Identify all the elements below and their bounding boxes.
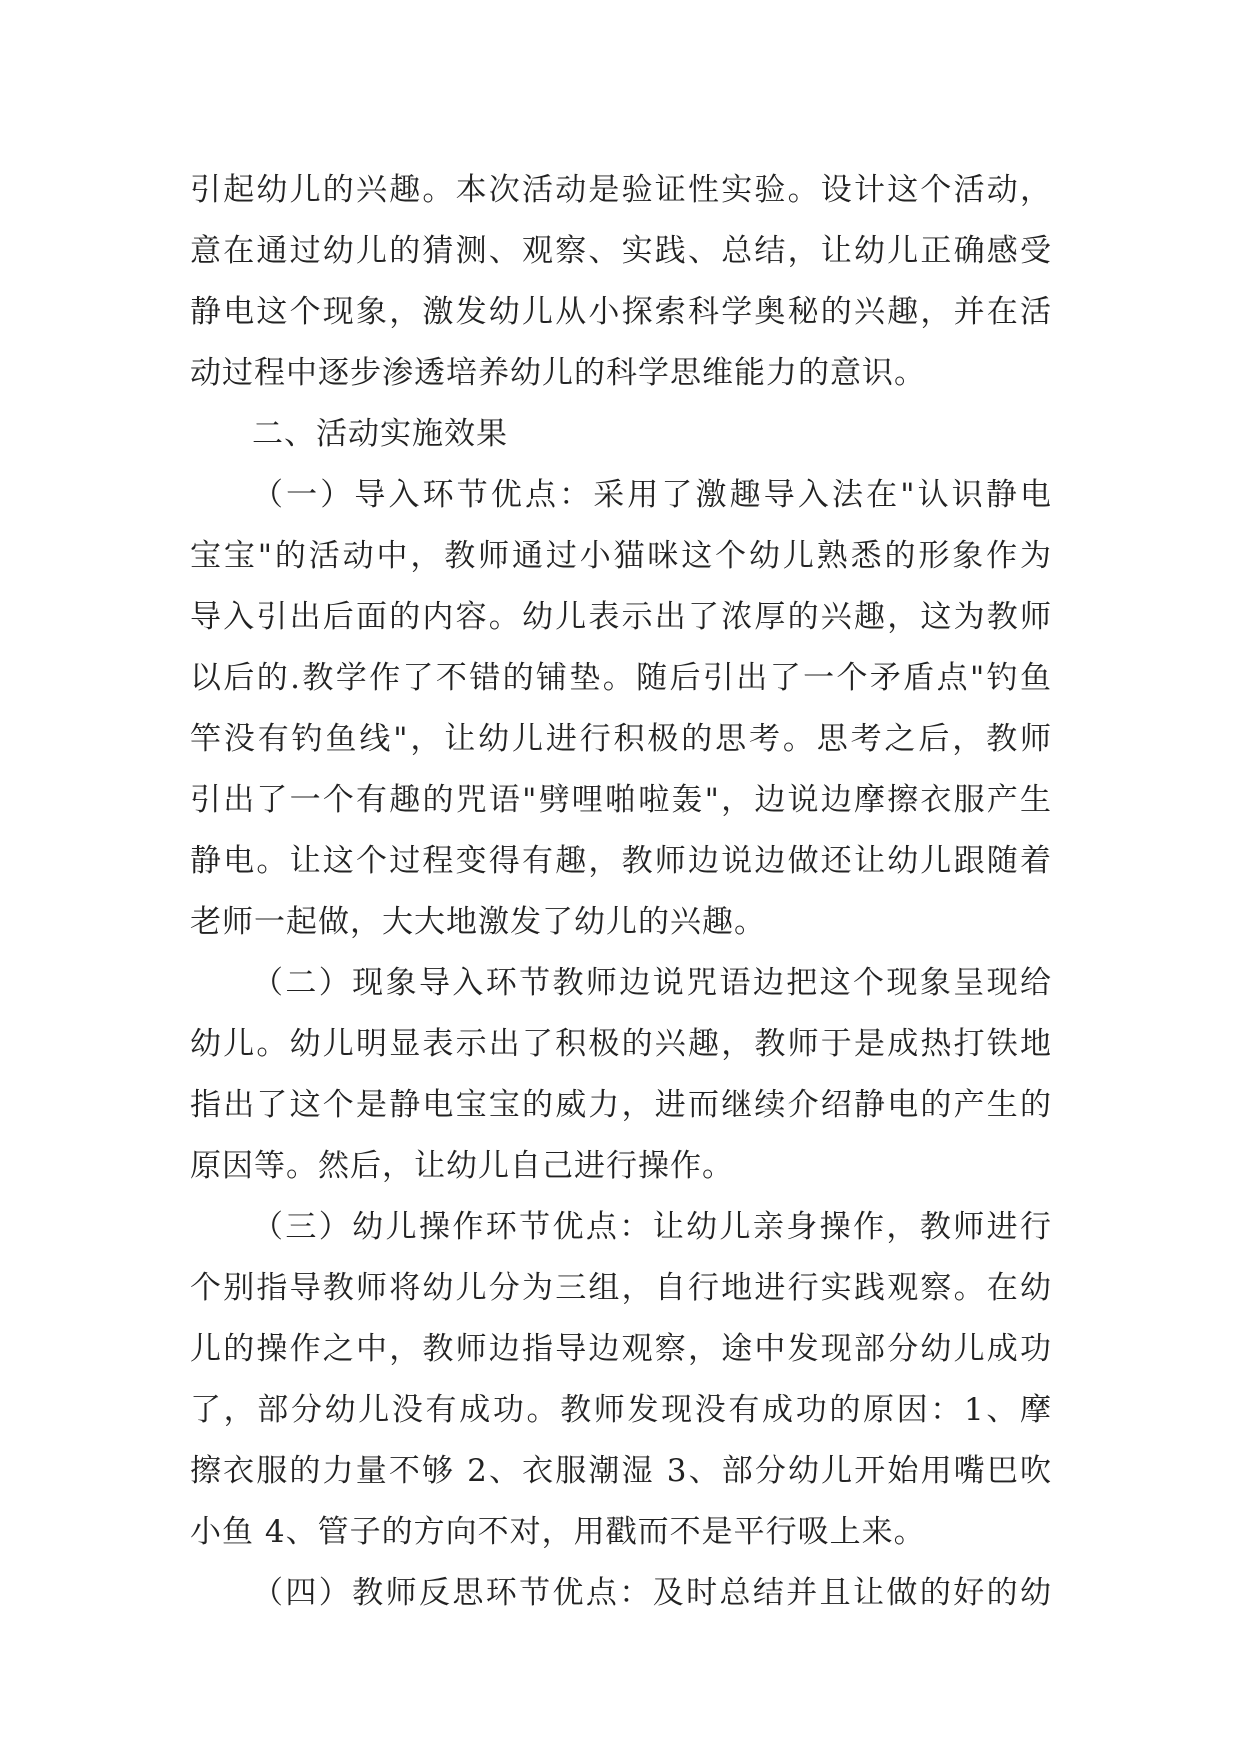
paragraph-part-1 — [190, 465, 1052, 953]
text-line: 静电。让这个过程变得有趣，教师边说边做还让幼儿跟随着 — [190, 843, 1052, 879]
text-line: 原因等。然后，让幼儿自己进行操作。 — [190, 1148, 734, 1184]
paragraph-part-3 — [190, 1197, 1052, 1563]
text-line: 竿没有钓鱼线"，让幼儿进行积极的思考。思考之后，教师 — [190, 721, 1052, 757]
text-line: （三）幼儿操作环节优点：让幼儿亲身操作，教师进行 — [252, 1209, 1052, 1245]
paragraph-part-4 — [190, 1563, 1052, 1624]
text-line: 擦衣服的力量不够 2、衣服潮湿 3、部分幼儿开始用嘴巴吹 — [190, 1453, 1052, 1489]
text-line: （二）现象导入环节教师边说咒语边把这个现象呈现给 — [252, 965, 1052, 1001]
section-heading — [190, 404, 1052, 465]
text-line: 导入引出后面的内容。幼儿表示出了浓厚的兴趣，这为教师 — [190, 599, 1052, 635]
text-line: 意在通过幼儿的猜测、观察、实践、总结，让幼儿正确感受 — [190, 233, 1052, 269]
text-line: 了，部分幼儿没有成功。教师发现没有成功的原因：1、摩 — [190, 1392, 1052, 1428]
paragraph-part-2 — [190, 953, 1052, 1197]
document-body — [190, 160, 1052, 1624]
text-line: 小鱼 4、管子的方向不对，用戳而不是平行吸上来。 — [190, 1514, 926, 1550]
text-line: 宝宝"的活动中，教师通过小猫咪这个幼儿熟悉的形象作为 — [190, 538, 1052, 574]
text-line: 静电这个现象，激发幼儿从小探索科学奥秘的兴趣，并在活 — [190, 294, 1052, 330]
text-line: 幼儿。幼儿明显表示出了积极的兴趣，教师于是成热打铁地 — [190, 1026, 1052, 1062]
text-line: 引起幼儿的兴趣。本次活动是验证性实验。设计这个活动， — [190, 172, 1052, 208]
text-line: 老师一起做，大大地激发了幼儿的兴趣。 — [190, 904, 766, 940]
text-line: （一）导入环节优点：采用了激趣导入法在"认识静电 — [252, 477, 1052, 513]
text-line: 儿的操作之中，教师边指导边观察，途中发现部分幼儿成功 — [190, 1331, 1052, 1367]
text-line: 指出了这个是静电宝宝的威力，进而继续介绍静电的产生的 — [190, 1087, 1052, 1123]
text-line: 个别指导教师将幼儿分为三组，自行地进行实践观察。在幼 — [190, 1270, 1052, 1306]
text-line: 引出了一个有趣的咒语"劈哩啪啦轰"，边说边摩擦衣服产生 — [190, 782, 1052, 818]
text-line: 动过程中逐步渗透培养幼儿的科学思维能力的意识。 — [190, 355, 926, 391]
heading-text: 二、活动实施效果 — [252, 416, 508, 452]
text-line: 以后的.教学作了不错的铺垫。随后引出了一个矛盾点"钓鱼 — [190, 660, 1052, 696]
paragraph-intro-continuation — [190, 160, 1052, 404]
text-line: （四）教师反思环节优点：及时总结并且让做的好的幼 — [252, 1575, 1052, 1611]
